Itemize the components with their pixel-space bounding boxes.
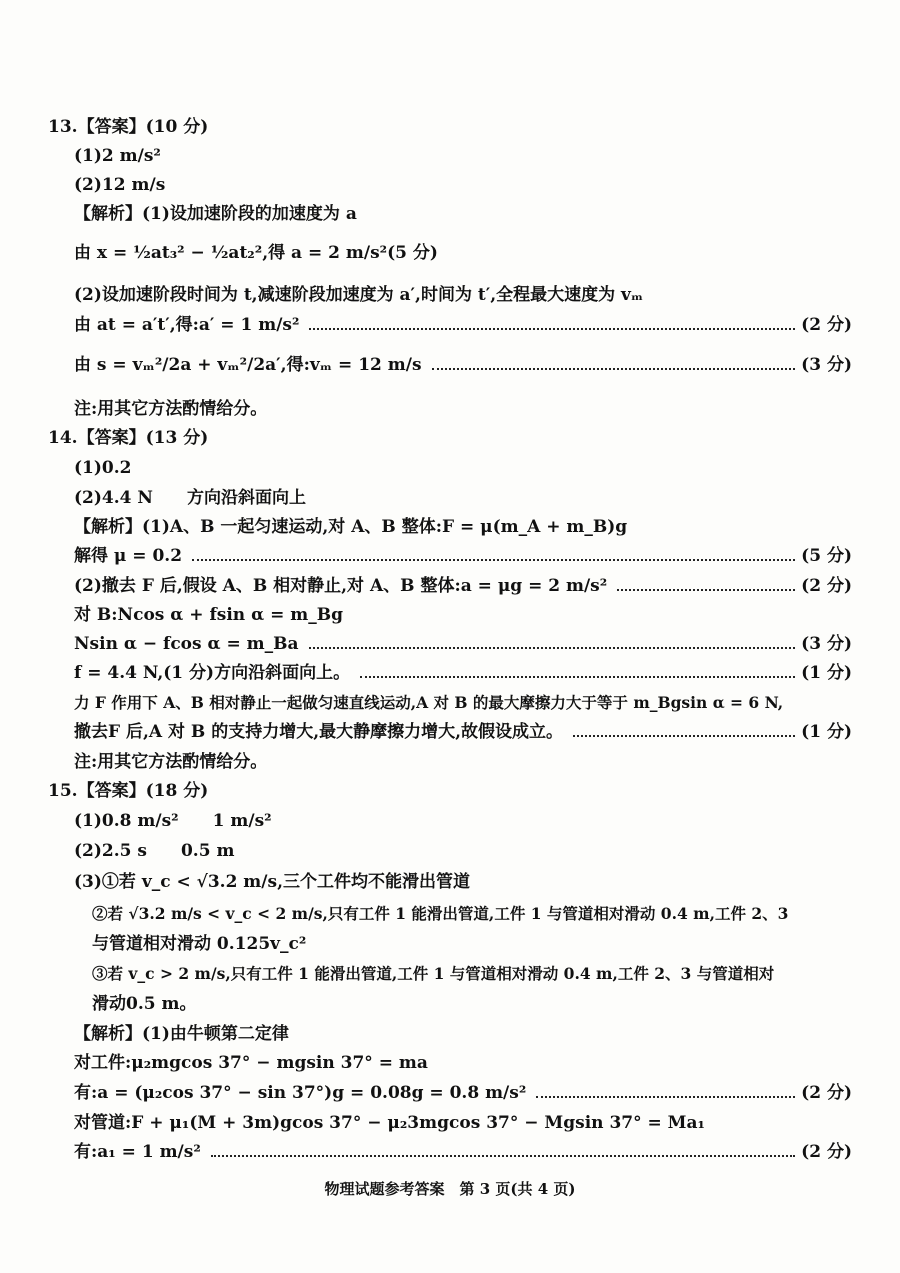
q14-line-6: 力 F 作用下 A、B 相对静止一起做匀速直线运动,A 对 B 的最大摩擦力大于等于 m_Bgsin α = 6 N, xyxy=(74,693,784,712)
q15-equation-2: 有:a = (μ₂cos 37° − sin 37°)g = 0.08g = 0.8 m/s² xyxy=(74,1083,527,1103)
q15-equation-4: 有:a₁ = 1 m/s² xyxy=(74,1142,201,1162)
q13-equation-2-row xyxy=(74,312,852,338)
q15-answer-3b: ②若 √3.2 m/s < v_c < 2 m/s,只有工件 1 能滑出管道,工件 1 与管道相对滑动 0.4 m,工件 2、3 xyxy=(92,904,789,923)
q14-equation-2-score: (2 分) xyxy=(801,576,852,596)
q15-equation-2-score: (2 分) xyxy=(801,1083,852,1103)
q13-analysis-2: (2)设加速阶段时间为 t,减速阶段加速度为 a′,时间为 t′,全程最大速度为 vₘ xyxy=(74,285,644,305)
q15-answer-3b-cont: 与管道相对滑动 0.125v_c² xyxy=(92,934,307,954)
q15-answer-1: (1)0.8 m/s² 1 m/s² xyxy=(74,811,272,831)
leader-dots xyxy=(309,647,796,649)
q13-answer-1: (1)2 m/s² xyxy=(74,146,161,166)
q14-equation-1-row xyxy=(74,543,852,569)
q13-equation-3-score: (3 分) xyxy=(801,355,852,375)
q15-analysis-1: 【解析】(1)由牛顿第二定律 xyxy=(74,1024,289,1044)
leader-dots xyxy=(211,1155,795,1157)
q14-equation-2: (2)撤去 F 后,假设 A、B 相对静止,对 A、B 整体:a = μg = 2 m/s² xyxy=(74,576,608,596)
q15-heading: 15.【答案】(18 分) xyxy=(48,781,209,801)
q14-answer-2: (2)4.4 N 方向沿斜面向上 xyxy=(74,488,306,508)
q14-line-7-row xyxy=(74,719,852,745)
leader-dots xyxy=(432,368,796,370)
q14-equation-2-row xyxy=(74,573,852,599)
q14-analysis-1: 【解析】(1)A、B 一起匀速运动,对 A、B 整体:F = μ(m_A + m_B)g xyxy=(74,517,628,537)
leader-dots xyxy=(309,328,795,330)
q13-analysis-1: 【解析】(1)设加速阶段的加速度为 a xyxy=(74,204,357,224)
q14-equation-1-score: (5 分) xyxy=(801,546,852,566)
q13-equation-3-row xyxy=(74,352,852,378)
q14-equation-1: 解得 μ = 0.2 xyxy=(74,546,183,566)
page-footer: 物理试题参考答案 第 3 页(共 4 页) xyxy=(324,1180,576,1198)
q15-equation-4-score: (2 分) xyxy=(801,1142,852,1162)
q13-equation-3: 由 s = vₘ²/2a + vₘ²/2a′,得:vₘ = 12 m/s xyxy=(74,355,422,375)
q13-equation-2: 由 at = a′t′,得:a′ = 1 m/s² xyxy=(74,315,300,335)
q14-equation-4-row xyxy=(74,631,852,657)
leader-dots xyxy=(617,589,795,591)
q15-answer-3c-cont: 滑动0.5 m。 xyxy=(92,994,197,1014)
q14-note: 注:用其它方法酌情给分。 xyxy=(74,752,268,772)
q13-answer-2: (2)12 m/s xyxy=(74,175,166,195)
q14-line-7-score: (1 分) xyxy=(801,722,852,742)
q15-equation-2-row xyxy=(74,1080,852,1106)
leader-dots xyxy=(360,676,795,678)
q15-equation-3: 对管道:F + μ₁(M + 3m)gcos 37° − μ₂3mgcos 37° − Mgsin 37° = Ma₁ xyxy=(74,1113,705,1133)
q13-heading: 13.【答案】(10 分) xyxy=(48,117,209,137)
q15-equation-1: 对工件:μ₂mgcos 37° − mgsin 37° = ma xyxy=(74,1053,428,1073)
q13-note: 注:用其它方法酌情给分。 xyxy=(74,399,268,419)
q15-answer-3: (3)①若 v_c < √3.2 m/s,三个工件均不能滑出管道 xyxy=(74,872,470,892)
q14-equation-5-row xyxy=(74,660,852,686)
q14-heading: 14.【答案】(13 分) xyxy=(48,428,209,448)
q15-answer-3c: ③若 v_c > 2 m/s,只有工件 1 能滑出管道,工件 1 与管道相对滑动 0.4 m,工件 2、3 与管道相对 xyxy=(92,964,775,983)
q15-answer-2: (2)2.5 s 0.5 m xyxy=(74,841,235,861)
q14-equation-5-score: (1 分) xyxy=(801,663,852,683)
q13-equation-2-score: (2 分) xyxy=(801,315,852,335)
q14-equation-5: f = 4.4 N,(1 分)方向沿斜面向上。 xyxy=(74,663,351,683)
q13-equation-1: 由 x = ½at₃² − ½at₂²,得 a = 2 m/s²(5 分) xyxy=(74,243,438,263)
leader-dots xyxy=(573,735,795,737)
leader-dots xyxy=(536,1096,795,1098)
q14-equation-3: 对 B:Ncos α + fsin α = m_Bg xyxy=(74,605,343,625)
leader-dots xyxy=(192,559,795,561)
q14-equation-4-score: (3 分) xyxy=(801,634,852,654)
q15-equation-4-row xyxy=(74,1139,852,1165)
q14-line-7: 撤去F 后,A 对 B 的支持力增大,最大静摩擦力增大,故假设成立。 xyxy=(74,722,564,742)
q14-equation-4: Nsin α − fcos α = m_Ba xyxy=(74,634,299,654)
q14-answer-1: (1)0.2 xyxy=(74,458,132,478)
